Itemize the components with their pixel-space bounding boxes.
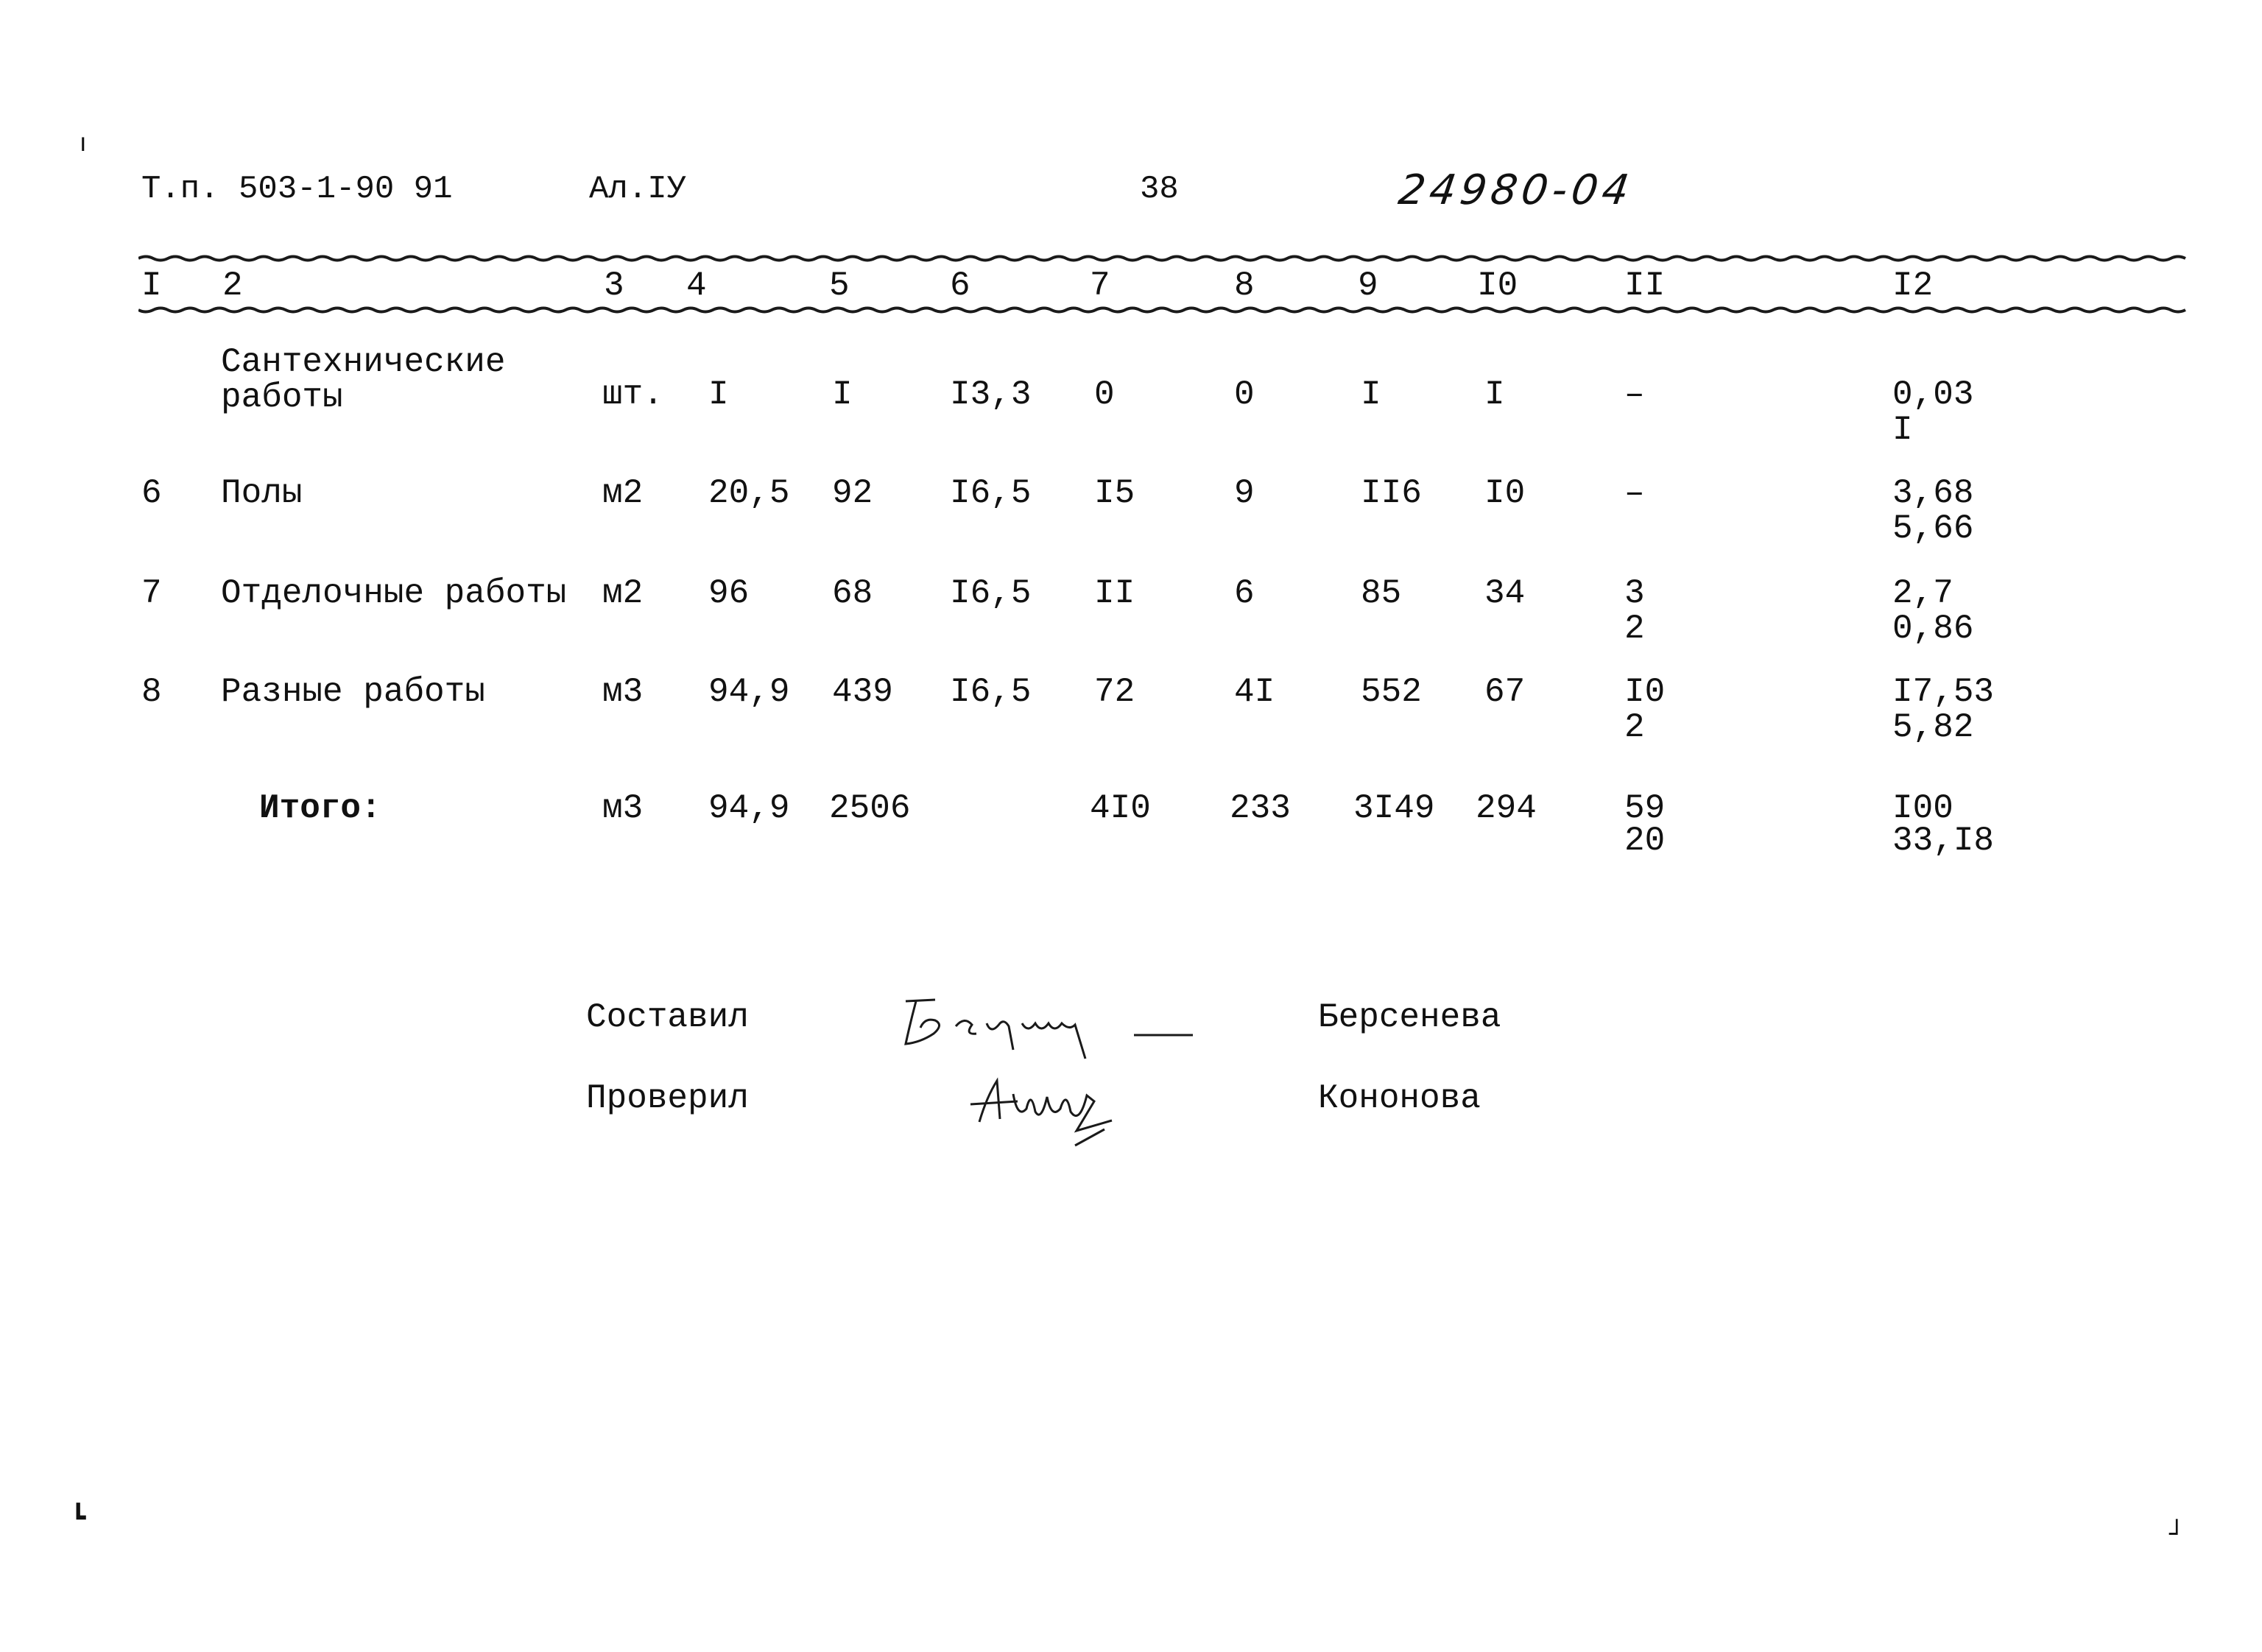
row-c12-top: 2,7 <box>1892 574 1953 613</box>
row-unit: м2 <box>602 574 644 613</box>
row-c10: 67 <box>1484 673 1526 711</box>
row-name: Разные работы <box>221 673 485 711</box>
row-name: Сантехнические работы <box>221 343 506 417</box>
row-c12-top: I7,53 <box>1892 673 1995 711</box>
col-num-1: I <box>141 266 162 305</box>
col-num-6: 6 <box>950 266 970 305</box>
row-c6: I6,5 <box>950 673 1032 711</box>
row-c4: 96 <box>708 574 750 613</box>
col-num-9: 9 <box>1358 266 1378 305</box>
col-num-12: I2 <box>1892 266 1934 305</box>
row-no: 7 <box>141 574 162 613</box>
row-c11: – <box>1624 474 1645 512</box>
total-c11-top: 59 <box>1624 789 1666 827</box>
row-c4: 20,5 <box>708 474 790 512</box>
row-c4: 94,9 <box>708 673 790 711</box>
col-num-10: I0 <box>1477 266 1518 305</box>
row-c10: I0 <box>1484 474 1526 512</box>
header-rule-bottom <box>138 305 2193 315</box>
row-c9: I <box>1361 375 1381 414</box>
checked-signature <box>950 1060 1171 1156</box>
row-c7: 72 <box>1094 673 1135 711</box>
row-c12-bottom: 0,86 <box>1892 610 1974 648</box>
col-num-2: 2 <box>222 266 243 305</box>
row-c5: 68 <box>832 574 873 613</box>
header-rule-top <box>138 253 2193 264</box>
row-c9: II6 <box>1361 474 1422 512</box>
row-c12-top: 0,03 <box>1892 375 1974 414</box>
col-num-8: 8 <box>1234 266 1255 305</box>
scan-mark-bottom-right: ┘ <box>2169 1519 2185 1549</box>
col-num-7: 7 <box>1090 266 1110 305</box>
total-unit: м3 <box>602 789 644 827</box>
row-c10: I <box>1484 375 1505 414</box>
row-c5: 439 <box>832 673 893 711</box>
total-label: Итого: <box>259 789 381 827</box>
composed-signature <box>891 979 1215 1067</box>
total-c12-top: I00 <box>1892 789 1953 827</box>
composed-name: Берсенева <box>1318 998 1501 1037</box>
row-c12-top: 3,68 <box>1892 474 1974 512</box>
checked-name: Кононова <box>1318 1079 1481 1118</box>
composed-label: Составил <box>586 998 749 1037</box>
scan-mark-bottom-left: ┗ <box>71 1503 86 1533</box>
col-num-11: II <box>1624 266 1666 305</box>
row-no: 8 <box>141 673 162 711</box>
row-c6: I6,5 <box>950 474 1032 512</box>
row-c5: 92 <box>832 474 873 512</box>
album-label: Ал.IУ <box>589 171 687 208</box>
row-c12-bottom: 5,82 <box>1892 708 1974 746</box>
row-c12-bottom: 5,66 <box>1892 509 1974 548</box>
row-unit: м3 <box>602 673 644 711</box>
row-c7: 0 <box>1094 375 1115 414</box>
row-c12-bottom: I <box>1892 411 1913 449</box>
row-c10: 34 <box>1484 574 1526 613</box>
row-c8: 0 <box>1234 375 1255 414</box>
total-c9: 3I49 <box>1353 789 1435 827</box>
row-c4: I <box>708 375 729 414</box>
row-c8: 6 <box>1234 574 1255 613</box>
total-c8: 233 <box>1230 789 1291 827</box>
row-c8: 4I <box>1234 673 1275 711</box>
total-c4: 94,9 <box>708 789 790 827</box>
row-unit: м2 <box>602 474 644 512</box>
page-number: 38 <box>1140 171 1179 208</box>
row-c8: 9 <box>1234 474 1255 512</box>
col-num-3: 3 <box>604 266 624 305</box>
row-c11-top: 3 <box>1624 574 1645 613</box>
document-number: 24980-04 <box>1395 166 1637 214</box>
row-c11: – <box>1624 375 1645 414</box>
checked-label: Проверил <box>586 1079 749 1118</box>
row-c7: II <box>1094 574 1135 613</box>
project-code: Т.п. 503-1-90 91 <box>141 171 453 208</box>
total-c10: 294 <box>1476 789 1537 827</box>
row-c11-top: I0 <box>1624 673 1666 711</box>
row-no: 6 <box>141 474 162 512</box>
row-unit: шт. <box>602 375 663 414</box>
row-c11-bottom: 2 <box>1624 610 1645 648</box>
row-c11-bottom: 2 <box>1624 708 1645 746</box>
row-c9: 85 <box>1361 574 1402 613</box>
total-c5: 2506 <box>829 789 911 827</box>
row-name: Полы <box>221 474 303 512</box>
col-num-4: 4 <box>686 266 707 305</box>
col-num-5: 5 <box>829 266 850 305</box>
row-c7: I5 <box>1094 474 1135 512</box>
total-c12-bottom: 33,I8 <box>1892 822 1995 860</box>
row-c5: I <box>832 375 853 414</box>
total-c7: 4I0 <box>1090 789 1151 827</box>
row-c9: 552 <box>1361 673 1422 711</box>
total-c11-bottom: 20 <box>1624 822 1666 860</box>
row-c6: I6,5 <box>950 574 1032 613</box>
scan-mark-top: ı <box>80 128 87 158</box>
row-c6: I3,3 <box>950 375 1032 414</box>
row-name: Отделочные работы <box>221 574 567 613</box>
